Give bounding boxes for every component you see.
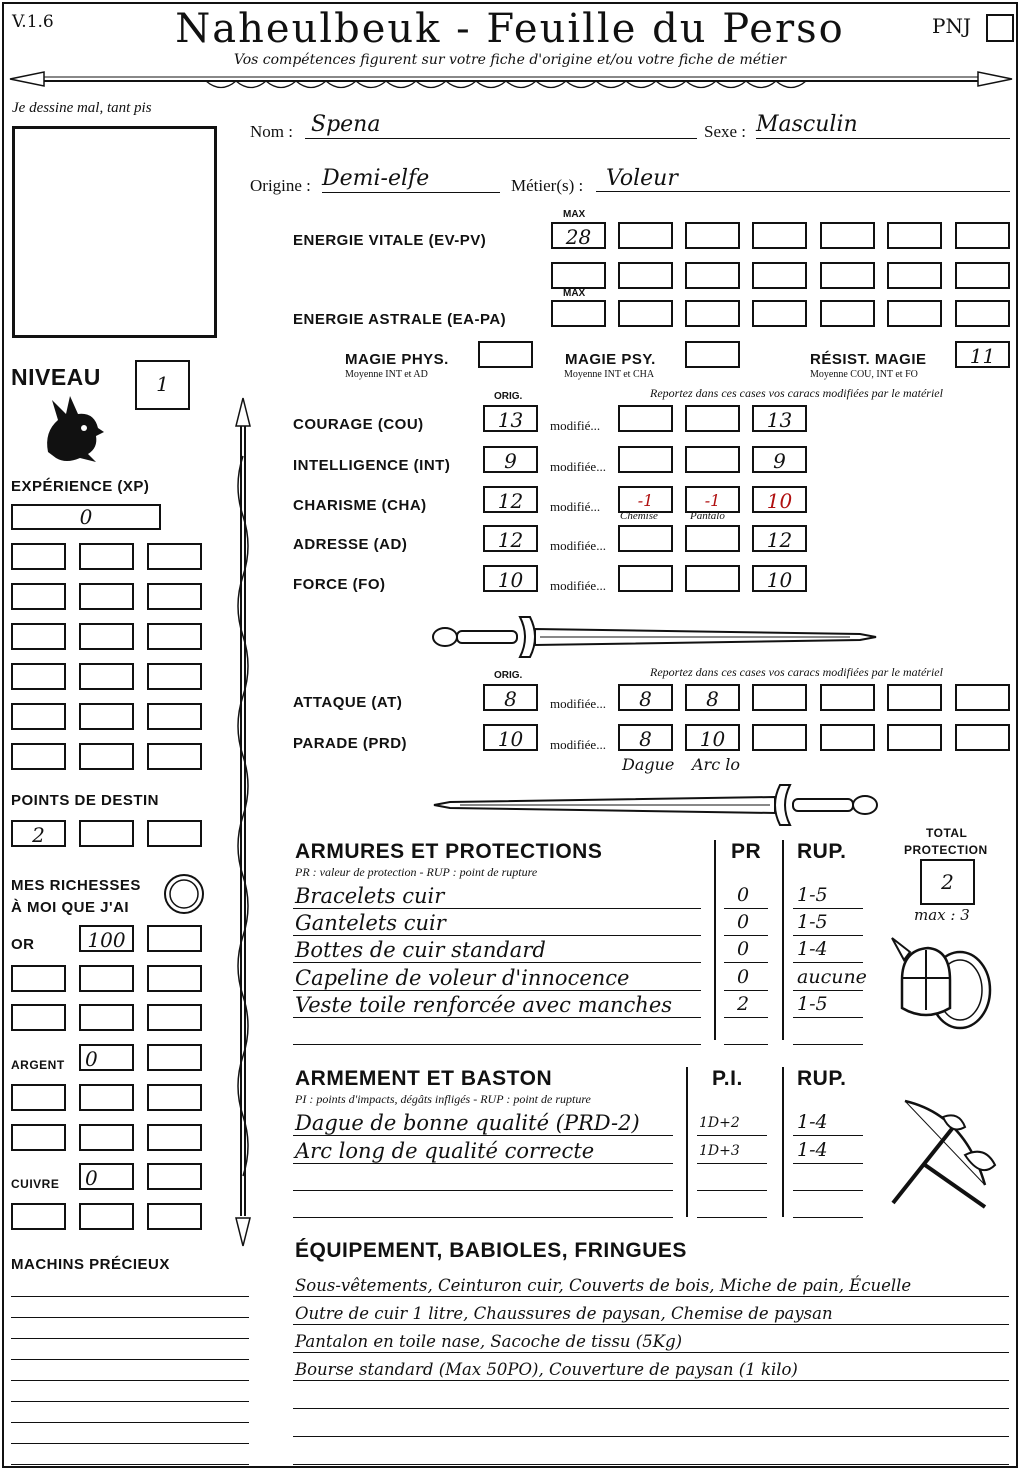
equipment-line[interactable] — [293, 1436, 1009, 1437]
weapon-name: Arc long de qualité correcte — [295, 1139, 595, 1163]
stat-label: FORCE (FO) — [293, 576, 386, 593]
armor-pr-line[interactable] — [724, 1017, 768, 1018]
armor-pr: 0 — [737, 938, 750, 960]
armor-name: Gantelets cuir — [295, 911, 446, 935]
dragon-icon — [40, 392, 106, 464]
combat-report-note: Reportez dans ces cases vos caracs modifiées par le matériel — [650, 665, 943, 679]
armor-sub: PR : valeur de protection - RUP : point de rupture — [295, 865, 538, 879]
stat-modifie: modifié... — [550, 418, 601, 433]
armor-pr-header: PR — [731, 840, 762, 863]
armor-pr: 2 — [737, 993, 750, 1015]
total-protection-box[interactable]: 2 — [920, 859, 975, 905]
magie-psy-sub: Moyenne INT et CHA — [564, 369, 655, 380]
or-box[interactable] — [79, 965, 134, 992]
armor-rup-line[interactable] — [793, 1017, 863, 1018]
ev-box[interactable] — [955, 222, 1010, 249]
ev-label: ENERGIE VITALE (EV-PV) — [293, 232, 487, 249]
xp-box[interactable] — [11, 743, 66, 770]
ev-box[interactable] — [820, 222, 875, 249]
stat-label: ADRESSE (AD) — [293, 536, 408, 553]
weapon-rup-line[interactable] — [793, 1135, 863, 1136]
precious-line[interactable] — [11, 1422, 249, 1423]
precious-line[interactable] — [11, 1359, 249, 1360]
stat-orig-box[interactable]: 9 — [483, 446, 538, 473]
or-box[interactable] — [147, 1004, 202, 1031]
stat-mod-box[interactable] — [685, 405, 740, 432]
argent-box[interactable]: 0 — [79, 1044, 134, 1071]
magie-phys-box[interactable] — [478, 341, 533, 368]
version-label: V.1.6 — [12, 12, 54, 32]
armor-pr-line[interactable] — [724, 1044, 768, 1045]
weapon-pi-line[interactable] — [697, 1190, 767, 1191]
armor-line[interactable] — [293, 908, 701, 909]
precious-line[interactable] — [11, 1401, 249, 1402]
prd-mod-box[interactable] — [887, 724, 942, 751]
xp-box[interactable] — [79, 543, 134, 570]
resist-magie-label: RÉSIST. MAGIE — [810, 351, 927, 368]
niveau-label: NIVEAU — [11, 364, 101, 390]
armor-line[interactable] — [293, 1017, 701, 1018]
or-box[interactable]: 100 — [79, 925, 134, 952]
armor-rup: aucune — [797, 966, 867, 988]
magie-psy-box[interactable] — [685, 341, 740, 368]
stat-total-box[interactable]: 9 — [752, 446, 807, 473]
xp-box[interactable] — [11, 703, 66, 730]
stat-mod-box[interactable] — [618, 446, 673, 473]
or-box[interactable] — [11, 1004, 66, 1031]
stat-label: COURAGE (COU) — [293, 416, 424, 433]
magie-phys-label: MAGIE PHYS. — [345, 351, 449, 368]
argent-label: ARGENT — [11, 1058, 65, 1072]
weapon-rup-line[interactable] — [793, 1217, 863, 1218]
total-protection-label-1: TOTAL — [926, 826, 968, 840]
ev-box[interactable] — [685, 262, 740, 289]
armor-rup: 1-5 — [797, 993, 828, 1015]
sex-label: Sexe : — [704, 122, 747, 141]
ev-box[interactable] — [955, 262, 1010, 289]
xp-box[interactable] — [11, 623, 66, 650]
weapon-rup: 1-4 — [797, 1139, 828, 1161]
machins-precieux-label: MACHINS PRÉCIEUX — [11, 1256, 170, 1273]
precious-line[interactable] — [11, 1443, 249, 1444]
weapons-title: ARMEMENT ET BASTON — [295, 1067, 553, 1090]
stats-orig-label: ORIG. — [494, 391, 523, 402]
prd-label: PARADE (PRD) — [293, 735, 408, 752]
armor-rup-line[interactable] — [793, 935, 863, 936]
ev-box[interactable] — [887, 262, 942, 289]
stats-report-note: Reportez dans ces cases vos caracs modifiées par le matériel — [650, 386, 943, 400]
armor-line[interactable] — [293, 1044, 701, 1045]
weapons-divider — [686, 1067, 688, 1217]
armor-pr-line[interactable] — [724, 935, 768, 936]
sex-field[interactable]: Masculin — [756, 112, 1010, 139]
ev-box[interactable] — [618, 262, 673, 289]
argent-box[interactable] — [79, 1124, 134, 1151]
armor-pr-line[interactable] — [724, 990, 768, 991]
ev-box[interactable] — [752, 262, 807, 289]
armor-pr-line[interactable] — [724, 962, 768, 963]
xp-box[interactable] — [147, 543, 202, 570]
xp-label: EXPÉRIENCE (XP) — [11, 478, 150, 495]
precious-line[interactable] — [11, 1317, 249, 1318]
ev-box[interactable] — [820, 262, 875, 289]
origin-label: Origine : — [250, 176, 311, 195]
at-modifie: modifiée... — [550, 696, 606, 711]
ea-box[interactable] — [752, 300, 807, 327]
precious-line[interactable] — [11, 1338, 249, 1339]
ea-box[interactable] — [955, 300, 1010, 327]
weapon-name: Dague de bonne qualité (PRD-2) — [295, 1111, 640, 1135]
xp-box[interactable] — [147, 663, 202, 690]
armor-pr-line[interactable] — [724, 908, 768, 909]
ev-box[interactable] — [618, 222, 673, 249]
ev-box[interactable] — [685, 222, 740, 249]
destin-box[interactable]: 2 — [11, 820, 66, 847]
xp-box[interactable] — [79, 703, 134, 730]
equipment-line[interactable] — [293, 1352, 1009, 1353]
prd-mod-box[interactable] — [820, 724, 875, 751]
at-mod-box[interactable] — [887, 684, 942, 711]
xp-box[interactable] — [11, 543, 66, 570]
job-label: Métier(s) : — [511, 176, 584, 195]
armor-name: Capeline de voleur d'innocence — [295, 966, 630, 990]
stat-mod-box[interactable] — [618, 405, 673, 432]
equipment-title: ÉQUIPEMENT, BABIOLES, FRINGUES — [295, 1239, 687, 1262]
ev-box[interactable] — [752, 222, 807, 249]
stat-label: CHARISME (CHA) — [293, 497, 427, 514]
armor-pr: 0 — [737, 911, 750, 933]
at-mod-box[interactable] — [752, 684, 807, 711]
argent-box[interactable] — [11, 1084, 66, 1111]
equipment-line[interactable] — [293, 1408, 1009, 1409]
prd-mod-box[interactable] — [955, 724, 1010, 751]
stat-label: INTELLIGENCE (INT) — [293, 457, 451, 474]
ea-box[interactable] — [820, 300, 875, 327]
equipment-line[interactable] — [293, 1324, 1009, 1325]
at-mod-box[interactable] — [955, 684, 1010, 711]
or-box[interactable] — [79, 1004, 134, 1031]
weapon-pi: 1D+2 — [699, 1115, 740, 1131]
weapons-rup-header: RUP. — [797, 1067, 847, 1090]
ea-label: ENERGIE ASTRALE (EA-PA) — [293, 311, 507, 328]
stat-total-box[interactable]: 13 — [752, 405, 807, 432]
resist-magie-box[interactable]: 11 — [955, 341, 1010, 368]
combat-orig-label: ORIG. — [494, 670, 523, 681]
cha-note-chemise: Chemise — [620, 510, 658, 522]
spear-divider-icon — [6, 66, 1016, 96]
ea-max-box[interactable] — [551, 300, 606, 327]
weapon-rup-line[interactable] — [793, 1190, 863, 1191]
or-box[interactable] — [147, 925, 202, 952]
xp-box[interactable] — [79, 623, 134, 650]
at-mod-box[interactable] — [820, 684, 875, 711]
equipment-line[interactable] — [293, 1296, 1009, 1297]
stat-orig-box[interactable]: 10 — [483, 565, 538, 592]
richesses-label-2: À MOI QUE J'AI — [11, 899, 130, 916]
portrait-caption: Je dessine mal, tant pis — [12, 100, 152, 116]
stat-mod-box[interactable] — [618, 565, 673, 592]
stat-modifie: modifié... — [550, 499, 601, 514]
or-box[interactable] — [11, 965, 66, 992]
armor-rup-line[interactable] — [793, 908, 863, 909]
equipment-item: Pantalon en toile nase, Sacoche de tissu (5Kg) — [295, 1332, 683, 1351]
stat-mod-box[interactable] — [685, 565, 740, 592]
name-label: Nom : — [250, 122, 293, 141]
coin-icon — [162, 872, 206, 916]
armor-line[interactable] — [293, 990, 701, 991]
max-protection-label: max : 3 — [914, 906, 970, 924]
armor-rup-line[interactable] — [793, 1044, 863, 1045]
armor-pr: 0 — [737, 884, 750, 906]
sheet-subtitle: Vos compétences figurent sur votre fiche d'origine et/ou votre fiche de métier — [233, 52, 787, 68]
richesses-label-1: MES RICHESSES — [11, 877, 141, 894]
or-box[interactable] — [147, 965, 202, 992]
job-field[interactable]: Voleur — [596, 166, 1010, 192]
armor-divider — [714, 840, 716, 1040]
at-orig-box[interactable]: 8 — [483, 684, 538, 711]
equipment-line[interactable] — [293, 1380, 1009, 1381]
armor-rup: 1-5 — [797, 884, 828, 906]
helmet-shield-icon — [888, 930, 998, 1035]
armor-rup: 1-4 — [797, 938, 828, 960]
stat-modifie: modifiée... — [550, 459, 606, 474]
precious-line[interactable] — [11, 1380, 249, 1381]
destin-label: POINTS DE DESTIN — [11, 792, 160, 809]
sheet-title: Naheulbeuk - Feuille du Perso — [175, 6, 845, 52]
armor-rup: 1-5 — [797, 911, 828, 933]
sword-icon — [430, 612, 880, 662]
prd-mod-box[interactable] — [752, 724, 807, 751]
armor-line[interactable] — [293, 935, 701, 936]
prd-note-arc: Arc lo — [692, 755, 740, 774]
argent-box[interactable] — [147, 1084, 202, 1111]
stat-orig-box[interactable]: 13 — [483, 405, 538, 432]
stat-mod-box[interactable] — [685, 525, 740, 552]
origin-field[interactable]: Demi-elfe — [322, 166, 500, 193]
weapon-rup-line[interactable] — [793, 1163, 863, 1164]
cuivre-box[interactable] — [147, 1203, 202, 1230]
stat-mod-box[interactable]: -1 — [685, 486, 740, 513]
ea-box[interactable] — [887, 300, 942, 327]
cuivre-box[interactable] — [79, 1203, 134, 1230]
armor-name: Veste toile renforcée avec manches — [295, 993, 673, 1017]
xp-box[interactable] — [147, 623, 202, 650]
at-mod-box[interactable]: 8 — [618, 684, 673, 711]
armor-name: Bracelets cuir — [295, 884, 445, 908]
magie-psy-label: MAGIE PSY. — [565, 351, 656, 368]
weapons-pi-header: P.I. — [712, 1067, 743, 1090]
prd-mod-box[interactable]: 8 — [618, 724, 673, 751]
stat-orig-box[interactable]: 12 — [483, 486, 538, 513]
ea-box[interactable] — [685, 300, 740, 327]
equipment-item: Sous-vêtements, Ceinturon cuir, Couverts de bois, Miche de pain, Écuelle — [295, 1276, 912, 1295]
armor-rup-line[interactable] — [793, 962, 863, 963]
weapons-divider — [782, 1067, 784, 1217]
weapon-line[interactable] — [293, 1190, 673, 1191]
armor-title: ARMURES ET PROTECTIONS — [295, 840, 603, 863]
xp-box[interactable] — [11, 583, 66, 610]
spear-icon — [228, 396, 258, 1248]
ea-max-label: MAX — [563, 288, 586, 299]
precious-line[interactable] — [11, 1464, 249, 1465]
magie-phys-sub: Moyenne INT et AD — [345, 369, 428, 380]
ev-max-box[interactable]: 28 — [551, 222, 606, 249]
cuivre-box[interactable]: 0 — [79, 1163, 134, 1190]
precious-line[interactable] — [11, 1296, 249, 1297]
xp-box[interactable]: 0 — [11, 504, 161, 530]
destin-box[interactable] — [147, 820, 202, 847]
argent-box[interactable] — [147, 1124, 202, 1151]
prd-mod-box[interactable]: 10 — [685, 724, 740, 751]
weapons-sub: PI : points d'impacts, dégâts infligés - RUP : point de rupture — [295, 1092, 591, 1106]
equipment-item: Outre de cuir 1 litre, Chaussures de paysan, Chemise de paysan — [295, 1304, 833, 1323]
prd-orig-box[interactable]: 10 — [483, 724, 538, 751]
armor-pr: 0 — [737, 966, 750, 988]
cuivre-label: CUIVRE — [11, 1177, 60, 1191]
cuivre-box[interactable] — [147, 1163, 202, 1190]
armor-line[interactable] — [293, 962, 701, 963]
destin-box[interactable] — [79, 820, 134, 847]
stat-total-box[interactable]: 10 — [752, 565, 807, 592]
xp-box[interactable] — [147, 703, 202, 730]
pnj-checkbox[interactable] — [986, 14, 1014, 42]
weapon-line[interactable] — [293, 1135, 673, 1136]
niveau-box[interactable]: 1 — [135, 360, 190, 410]
sword-icon — [430, 780, 880, 830]
ev-max-label: MAX — [563, 209, 586, 220]
xp-box[interactable] — [79, 743, 134, 770]
weapon-line[interactable] — [293, 1217, 673, 1218]
argent-box[interactable] — [79, 1084, 134, 1111]
weapon-pi: 1D+3 — [699, 1143, 740, 1159]
argent-box[interactable] — [11, 1124, 66, 1151]
weapon-line[interactable] — [293, 1163, 673, 1164]
stat-orig-box[interactable]: 12 — [483, 525, 538, 552]
cuivre-box[interactable] — [11, 1203, 66, 1230]
prd-note-dague: Dague — [622, 755, 675, 774]
total-protection-label-2: PROTECTION — [904, 843, 988, 857]
pnj-label: PNJ — [932, 14, 971, 38]
equipment-line[interactable] — [293, 1464, 1009, 1465]
stat-mod-box[interactable]: -1 — [618, 486, 673, 513]
at-mod-box[interactable]: 8 — [685, 684, 740, 711]
equipment-item: Bourse standard (Max 50PO), Couverture de paysan (1 kilo) — [295, 1360, 798, 1379]
or-label: OR — [11, 936, 35, 953]
stat-mod-box[interactable] — [685, 446, 740, 473]
prd-modifie: modifiée... — [550, 737, 606, 752]
stat-total-box[interactable]: 12 — [752, 525, 807, 552]
resist-magie-sub: Moyenne COU, INT et FO — [810, 369, 918, 380]
xp-box[interactable] — [11, 663, 66, 690]
xp-box[interactable] — [147, 743, 202, 770]
stat-modifie: modifiée... — [550, 578, 606, 593]
ev-box[interactable] — [887, 222, 942, 249]
xp-box[interactable] — [79, 663, 134, 690]
armor-rup-header: RUP. — [797, 840, 847, 863]
stat-modifie: modifiée... — [550, 538, 606, 553]
weapon-pi-line[interactable] — [697, 1217, 767, 1218]
xp-box[interactable] — [147, 583, 202, 610]
portrait-box[interactable] — [12, 126, 217, 338]
armor-name: Bottes de cuir standard — [295, 938, 546, 962]
ea-box[interactable] — [618, 300, 673, 327]
armor-rup-line[interactable] — [793, 990, 863, 991]
at-label: ATTAQUE (AT) — [293, 694, 403, 711]
cha-note-pantalon: Pantalo — [690, 510, 725, 522]
weapon-pi-line[interactable] — [697, 1135, 767, 1136]
argent-box[interactable] — [147, 1044, 202, 1071]
name-field[interactable]: Spena — [305, 112, 697, 139]
ev-box[interactable] — [551, 262, 606, 289]
stat-total-box[interactable]: 10 — [752, 486, 807, 513]
weapon-rup: 1-4 — [797, 1111, 828, 1133]
xp-box[interactable] — [79, 583, 134, 610]
stat-mod-box[interactable] — [618, 525, 673, 552]
crossed-weapons-icon — [885, 1095, 1005, 1215]
weapon-pi-line[interactable] — [697, 1163, 767, 1164]
armor-divider — [782, 840, 784, 1040]
